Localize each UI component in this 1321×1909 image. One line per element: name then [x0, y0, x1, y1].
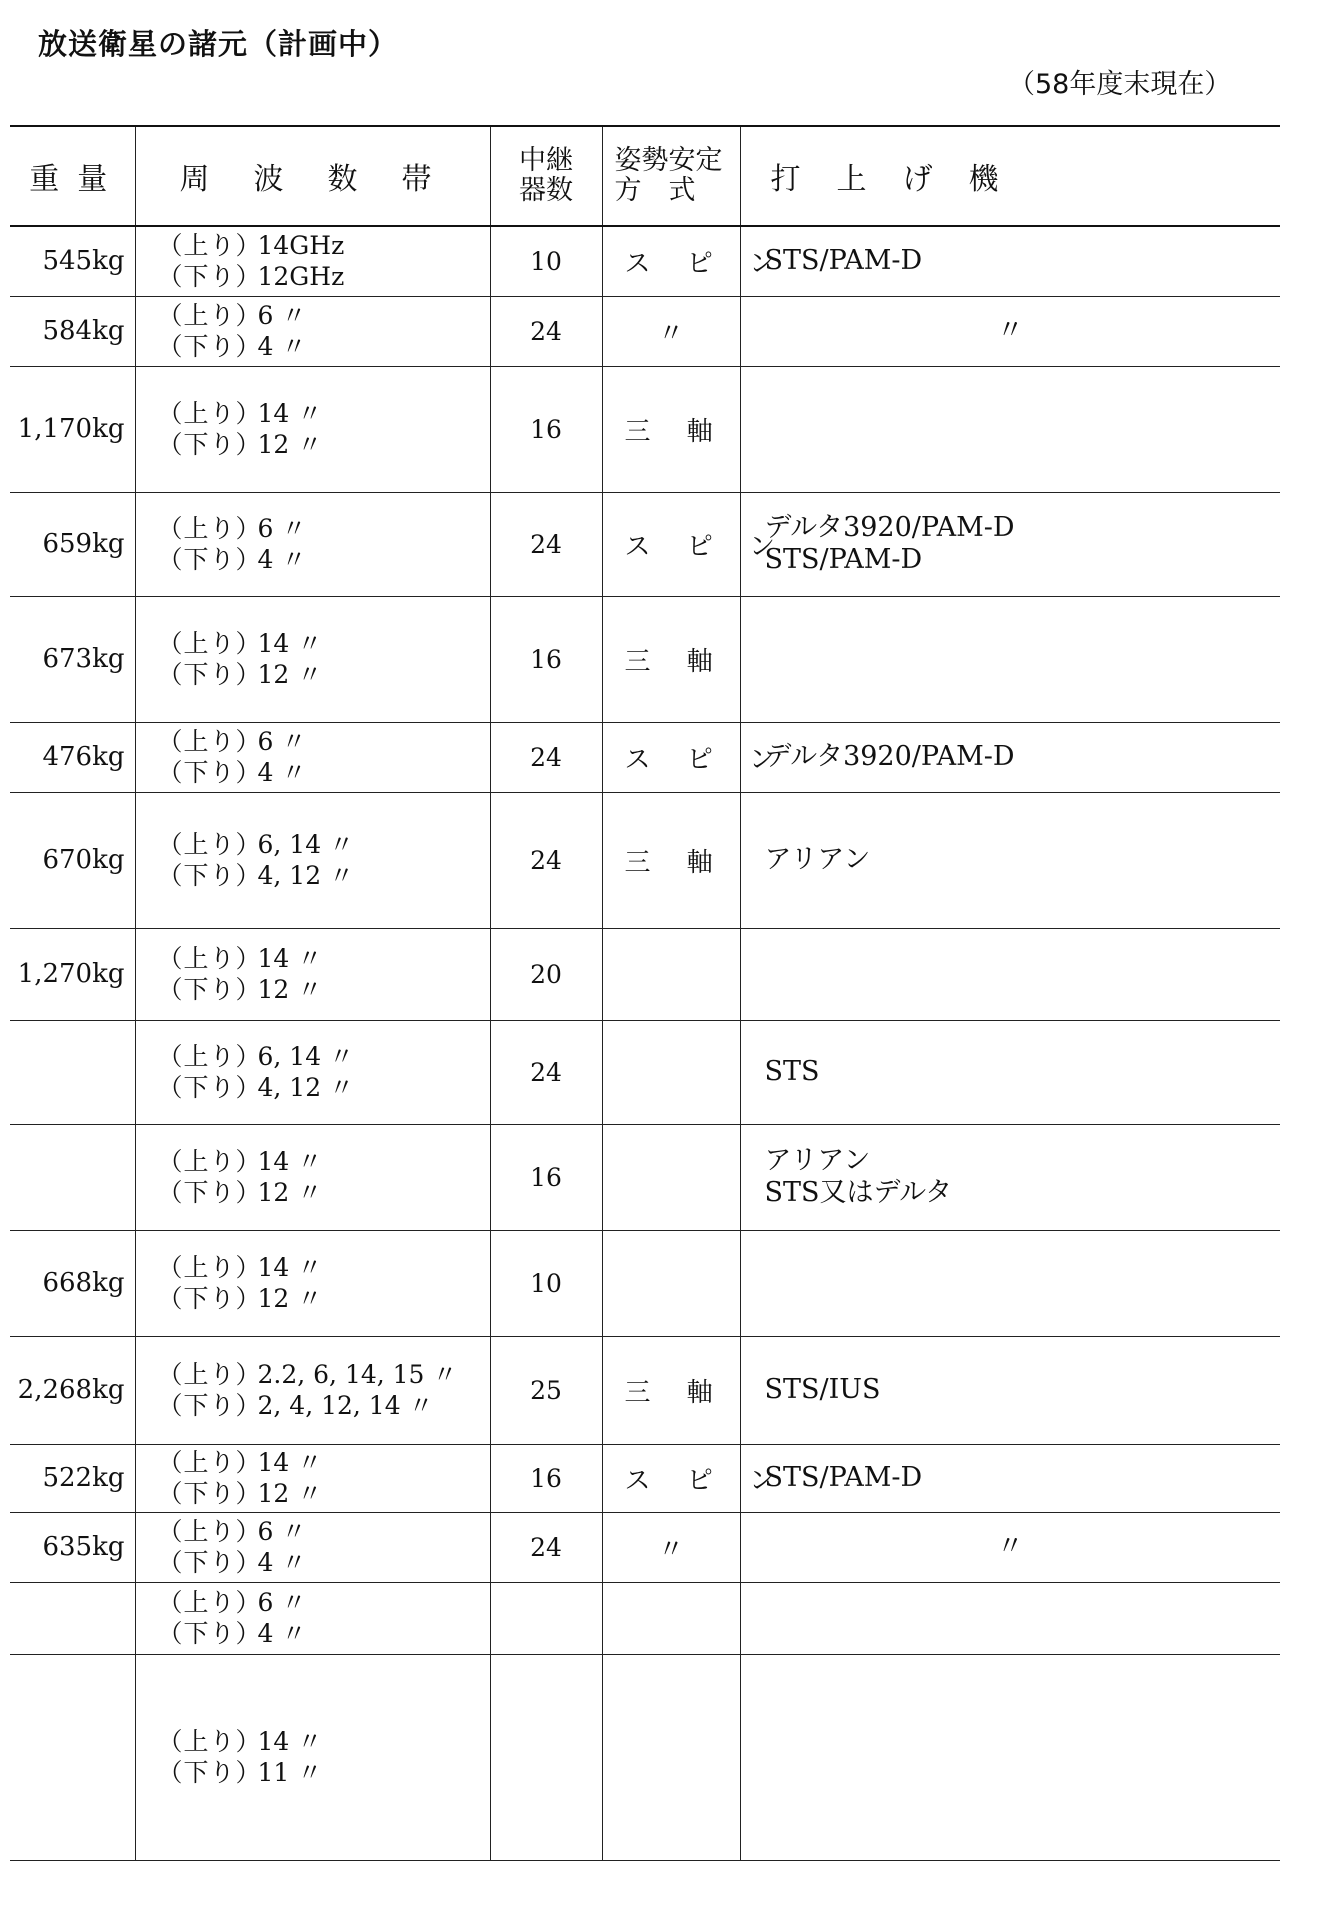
- uplink-label: （上り）: [157, 301, 262, 330]
- downlink-value: 12 〃: [257, 1479, 323, 1508]
- cell-attitude: 三 軸: [602, 792, 740, 928]
- downlink-line: [158, 1283, 490, 1314]
- uplink-value: 6 〃: [257, 301, 307, 330]
- cell-frequency: [135, 1336, 490, 1444]
- downlink-label: （下り）: [157, 1178, 262, 1207]
- cell-attitude: 〃: [602, 1512, 740, 1582]
- cell-attitude: [602, 1124, 740, 1230]
- uplink-label: （上り）: [157, 1517, 262, 1546]
- uplink-label: （上り）: [157, 1042, 262, 1071]
- downlink-value: 12 〃: [257, 660, 323, 689]
- uplink-value: 14 〃: [257, 399, 323, 428]
- cell-repeaters: 20: [490, 928, 602, 1020]
- uplink-value: 14 〃: [257, 1448, 323, 1477]
- cell-attitude: ス ピ ン: [602, 492, 740, 596]
- downlink-label: （下り）: [157, 545, 262, 574]
- downlink-label: （下り）: [157, 1548, 262, 1577]
- cell-weight: 545kg: [10, 226, 135, 296]
- cell-launcher: [740, 722, 1280, 792]
- cell-repeaters: 10: [490, 1230, 602, 1336]
- cell-attitude: ス ピ ン: [602, 226, 740, 296]
- table-row: [10, 792, 1280, 928]
- uplink-line: [158, 513, 490, 544]
- downlink-value: 12 〃: [257, 1178, 323, 1207]
- table-row: [10, 492, 1280, 596]
- uplink-value: 6, 14 〃: [257, 1042, 355, 1071]
- table-row: [10, 226, 1280, 296]
- uplink-label: （上り）: [157, 1253, 262, 1282]
- cell-repeaters: 24: [490, 792, 602, 928]
- cell-launcher: [740, 1444, 1280, 1512]
- downlink-line: [158, 1177, 490, 1208]
- cell-weight: [10, 1020, 135, 1124]
- cell-launcher: [740, 226, 1280, 296]
- table-row: [10, 366, 1280, 492]
- uplink-label: （上り）: [157, 231, 262, 261]
- uplink-value: 6 〃: [257, 1588, 307, 1617]
- uplink-value: 14 〃: [257, 1727, 323, 1756]
- header-weight: 重量: [10, 127, 135, 226]
- table-row: [10, 1512, 1280, 1582]
- launcher-line: デルタ3920/PAM-D: [764, 512, 1015, 543]
- cell-frequency: [135, 792, 490, 928]
- as-of-note: （58年度末現在）: [1008, 69, 1232, 100]
- downlink-value: 11 〃: [257, 1758, 323, 1787]
- downlink-label: （下り）: [157, 975, 262, 1004]
- table-row: [10, 296, 1280, 366]
- cell-launcher: [740, 492, 1280, 596]
- uplink-value: 2.2, 6, 14, 15 〃: [257, 1360, 458, 1389]
- cell-launcher: [740, 1654, 1280, 1860]
- cell-frequency: [135, 722, 490, 792]
- launcher-line: アリアン: [764, 1145, 871, 1176]
- cell-repeaters: 24: [490, 1512, 602, 1582]
- table-row: [10, 1124, 1280, 1230]
- cell-frequency: [135, 1654, 490, 1860]
- downlink-line: [158, 757, 490, 788]
- downlink-line: [158, 544, 490, 575]
- uplink-value: 6 〃: [257, 727, 307, 756]
- header-launcher: 打上げ機: [740, 127, 1280, 226]
- downlink-label: （下り）: [157, 1479, 262, 1508]
- downlink-label: （下り）: [157, 758, 262, 787]
- cell-weight: 1,170kg: [10, 366, 135, 492]
- table-row: [10, 1654, 1280, 1860]
- page-title: 放送衛星の諸元（計画中）: [38, 27, 399, 61]
- cell-weight: 659kg: [10, 492, 135, 596]
- cell-repeaters: 16: [490, 1124, 602, 1230]
- header-attitude-line1: 姿勢安定: [614, 145, 723, 176]
- uplink-label: （上り）: [157, 1147, 262, 1176]
- cell-repeaters: 24: [490, 492, 602, 596]
- satellite-spec-table: [10, 127, 1280, 1861]
- uplink-line: [158, 726, 490, 757]
- cell-frequency: [135, 596, 490, 722]
- uplink-line: [158, 628, 490, 659]
- uplink-value: 14 〃: [257, 629, 323, 658]
- header-row: [10, 127, 1280, 226]
- launcher-line: STS/PAM-D: [764, 544, 923, 575]
- downlink-line: [158, 659, 490, 690]
- downlink-line: [158, 1618, 490, 1649]
- header-repeaters-line1: 中継: [519, 145, 573, 176]
- cell-launcher: [740, 1582, 1280, 1654]
- cell-repeaters: [490, 1654, 602, 1860]
- downlink-line: [158, 1390, 490, 1421]
- table-row: [10, 1444, 1280, 1512]
- downlink-line: [158, 1547, 490, 1578]
- downlink-label: （下り）: [157, 1619, 262, 1648]
- uplink-value: 14 〃: [257, 1147, 323, 1176]
- downlink-label: （下り）: [157, 332, 262, 361]
- downlink-line: [158, 261, 490, 292]
- launcher-line: 〃: [996, 315, 1024, 346]
- cell-weight: 668kg: [10, 1230, 135, 1336]
- uplink-line: [158, 1516, 490, 1547]
- cell-frequency: [135, 1444, 490, 1512]
- uplink-label: （上り）: [157, 727, 262, 756]
- cell-frequency: [135, 1512, 490, 1582]
- cell-attitude: [602, 1582, 740, 1654]
- downlink-value: 12GHz: [257, 262, 345, 292]
- table-row: [10, 1020, 1280, 1124]
- cell-launcher: [740, 596, 1280, 722]
- uplink-line: [158, 1587, 490, 1618]
- uplink-line: [158, 829, 490, 860]
- cell-frequency: [135, 1582, 490, 1654]
- cell-frequency: [135, 492, 490, 596]
- downlink-line: [158, 1757, 490, 1788]
- uplink-label: （上り）: [157, 830, 262, 859]
- cell-launcher: [740, 792, 1280, 928]
- cell-weight: 635kg: [10, 1512, 135, 1582]
- downlink-label: （下り）: [157, 1758, 262, 1787]
- header-attitude-line2: 方 式: [614, 175, 696, 206]
- cell-launcher: [740, 296, 1280, 366]
- downlink-line: [158, 1072, 490, 1103]
- uplink-value: 6 〃: [257, 1517, 307, 1546]
- cell-repeaters: 24: [490, 722, 602, 792]
- uplink-value: 14 〃: [257, 1253, 323, 1282]
- cell-attitude: ス ピ ン: [602, 722, 740, 792]
- cell-attitude: 三 軸: [602, 596, 740, 722]
- cell-launcher: [740, 1512, 1280, 1582]
- cell-weight: 1,270kg: [10, 928, 135, 1020]
- uplink-value: 14GHz: [257, 231, 345, 261]
- cell-launcher: [740, 928, 1280, 1020]
- downlink-value: 2, 4, 12, 14 〃: [257, 1391, 434, 1420]
- table-row: [10, 596, 1280, 722]
- header-attitude: [602, 127, 740, 226]
- launcher-line: 〃: [996, 1531, 1024, 1562]
- downlink-label: （下り）: [157, 861, 262, 890]
- cell-frequency: [135, 1020, 490, 1124]
- header-frequency: 周波数帯: [135, 127, 490, 226]
- uplink-label: （上り）: [157, 1448, 262, 1477]
- downlink-value: 4 〃: [257, 545, 307, 574]
- downlink-value: 4 〃: [257, 1548, 307, 1577]
- uplink-label: （上り）: [157, 1588, 262, 1617]
- cell-attitude: [602, 928, 740, 1020]
- downlink-label: （下り）: [157, 430, 262, 459]
- downlink-line: [158, 1478, 490, 1509]
- cell-repeaters: 24: [490, 1020, 602, 1124]
- uplink-label: （上り）: [157, 399, 262, 428]
- uplink-line: [158, 1252, 490, 1283]
- header-repeaters-line2: 器数: [519, 175, 573, 206]
- uplink-line: [158, 1447, 490, 1478]
- downlink-value: 4 〃: [257, 1619, 307, 1648]
- downlink-line: [158, 429, 490, 460]
- cell-frequency: [135, 1124, 490, 1230]
- table-row: [10, 722, 1280, 792]
- cell-frequency: [135, 226, 490, 296]
- cell-launcher: [740, 366, 1280, 492]
- uplink-line: [158, 1146, 490, 1177]
- launcher-line: STS/PAM-D: [764, 1462, 923, 1493]
- cell-weight: [10, 1654, 135, 1860]
- table-row: [10, 928, 1280, 1020]
- uplink-line: [158, 230, 490, 261]
- cell-repeaters: 16: [490, 1444, 602, 1512]
- uplink-label: （上り）: [157, 1360, 262, 1389]
- cell-weight: 522kg: [10, 1444, 135, 1512]
- cell-attitude: ス ピ ン: [602, 1444, 740, 1512]
- uplink-label: （上り）: [157, 514, 262, 543]
- cell-repeaters: 10: [490, 226, 602, 296]
- table-row: [10, 1336, 1280, 1444]
- satellite-spec-table-wrap: [10, 125, 1280, 1861]
- cell-attitude: [602, 1230, 740, 1336]
- cell-repeaters: 24: [490, 296, 602, 366]
- cell-weight: 476kg: [10, 722, 135, 792]
- downlink-value: 4, 12 〃: [257, 861, 355, 890]
- uplink-label: （上り）: [157, 629, 262, 658]
- table-row: [10, 1582, 1280, 1654]
- downlink-label: （下り）: [157, 262, 262, 292]
- cell-attitude: [602, 1020, 740, 1124]
- cell-launcher: [740, 1124, 1280, 1230]
- table-row: [10, 1230, 1280, 1336]
- uplink-value: 14 〃: [257, 944, 323, 973]
- cell-launcher: [740, 1336, 1280, 1444]
- cell-repeaters: 25: [490, 1336, 602, 1444]
- table-body: [10, 226, 1280, 1860]
- downlink-value: 4, 12 〃: [257, 1073, 355, 1102]
- cell-frequency: [135, 928, 490, 1020]
- cell-attitude: 〃: [602, 296, 740, 366]
- cell-weight: 673kg: [10, 596, 135, 722]
- cell-attitude: 三 軸: [602, 366, 740, 492]
- launcher-line: STS/IUS: [764, 1374, 881, 1405]
- downlink-value: 12 〃: [257, 975, 323, 1004]
- cell-frequency: [135, 1230, 490, 1336]
- downlink-line: [158, 331, 490, 362]
- launcher-line: STS又はデルタ: [764, 1177, 953, 1208]
- downlink-value: 12 〃: [257, 430, 323, 459]
- header-repeaters: [490, 127, 602, 226]
- launcher-line: デルタ3920/PAM-D: [764, 741, 1015, 772]
- downlink-label: （下り）: [157, 660, 262, 689]
- launcher-line: STS: [764, 1056, 820, 1087]
- downlink-label: （下り）: [157, 1073, 262, 1102]
- cell-frequency: [135, 366, 490, 492]
- downlink-line: [158, 974, 490, 1005]
- uplink-line: [158, 1726, 490, 1757]
- launcher-line: STS/PAM-D: [764, 245, 923, 277]
- downlink-line: [158, 860, 490, 891]
- cell-weight: [10, 1582, 135, 1654]
- uplink-line: [158, 1359, 490, 1390]
- uplink-line: [158, 943, 490, 974]
- uplink-line: [158, 1041, 490, 1072]
- downlink-label: （下り）: [157, 1284, 262, 1313]
- uplink-value: 6 〃: [257, 514, 307, 543]
- uplink-label: （上り）: [157, 1727, 262, 1756]
- downlink-value: 4 〃: [257, 758, 307, 787]
- cell-repeaters: [490, 1582, 602, 1654]
- uplink-line: [158, 300, 490, 331]
- cell-weight: 2,268kg: [10, 1336, 135, 1444]
- cell-weight: 584kg: [10, 296, 135, 366]
- uplink-line: [158, 398, 490, 429]
- uplink-label: （上り）: [157, 944, 262, 973]
- cell-frequency: [135, 296, 490, 366]
- downlink-label: （下り）: [157, 1391, 262, 1420]
- downlink-value: 4 〃: [257, 332, 307, 361]
- uplink-value: 6, 14 〃: [257, 830, 355, 859]
- downlink-value: 12 〃: [257, 1284, 323, 1313]
- cell-repeaters: 16: [490, 366, 602, 492]
- cell-attitude: [602, 1654, 740, 1860]
- cell-launcher: [740, 1230, 1280, 1336]
- cell-launcher: [740, 1020, 1280, 1124]
- cell-weight: 670kg: [10, 792, 135, 928]
- launcher-line: アリアン: [764, 844, 871, 875]
- cell-attitude: 三 軸: [602, 1336, 740, 1444]
- cell-repeaters: 16: [490, 596, 602, 722]
- cell-weight: [10, 1124, 135, 1230]
